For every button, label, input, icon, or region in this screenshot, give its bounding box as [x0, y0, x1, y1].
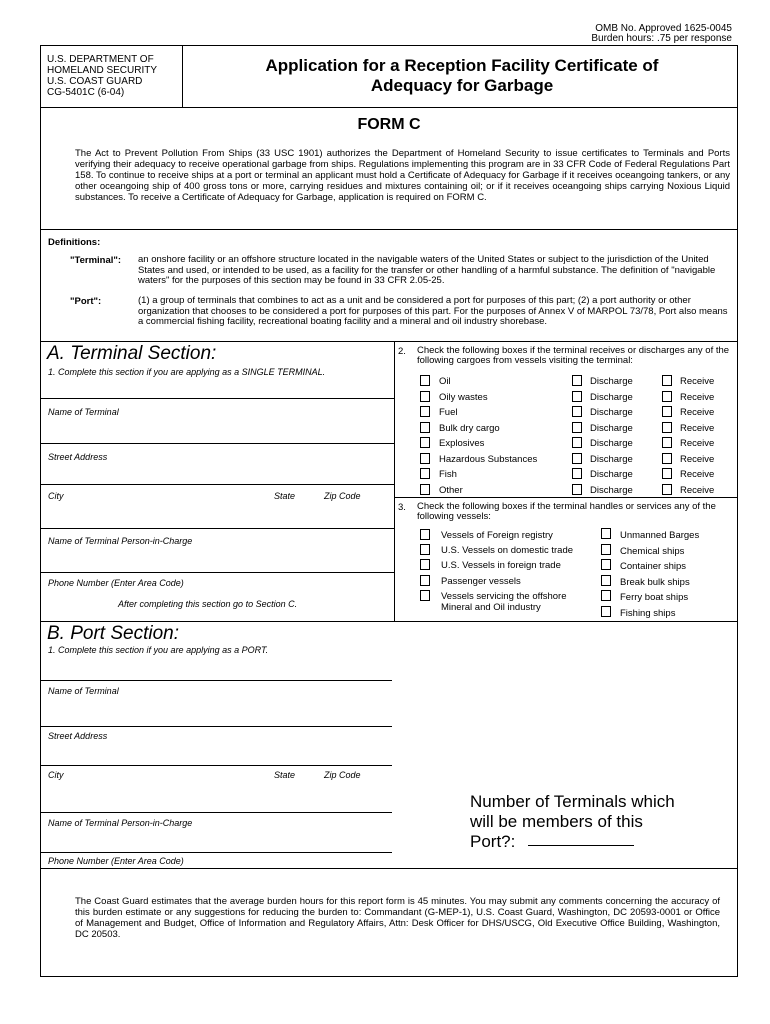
ship-type-label: Chemical ships [620, 546, 685, 557]
omb-number: OMB No. Approved 1625-0045 [595, 23, 732, 34]
discharge-label: Discharge [590, 469, 633, 480]
ship-type-checkbox[interactable] [601, 575, 611, 586]
cargo-checkbox[interactable] [420, 437, 430, 448]
state-field[interactable]: State [274, 491, 296, 501]
discharge-label: Discharge [590, 485, 633, 496]
receive-checkbox[interactable] [662, 453, 672, 464]
title-line: Application for a Reception Facility Certificate of [265, 56, 659, 75]
field-rule [40, 812, 392, 813]
department-block [47, 54, 157, 98]
cargo-label: Fish [439, 469, 457, 480]
cargo-label: Hazardous Substances [439, 454, 538, 465]
burden-hours: Burden hours: .75 per response [591, 33, 732, 44]
ship-type-label: Unmanned Barges [620, 530, 700, 541]
field-rule [40, 765, 392, 766]
q2-number: 2. [398, 346, 406, 357]
question-line: will be members of this [470, 812, 643, 831]
discharge-label: Discharge [590, 407, 633, 418]
question-line: Number of Terminals which [470, 792, 675, 811]
terminal-name-field[interactable]: Name of Terminal [48, 407, 119, 417]
field-rule [40, 680, 392, 681]
q3-number: 3. [398, 502, 406, 513]
port-definition: (1) a group of terminals that combines to act as a unit and be considered a port for purposes of this part; (2) a port authority or other organization that chooses to be considered a port for purposes of this part. For the purposes of Annex V of MARPOL 73/78, Port also means a commercial fishing facility, recreational boating facility and a mineral and oil industry shorebase. [138, 295, 728, 327]
vessel-checkbox[interactable] [420, 559, 430, 570]
cargo-checkbox[interactable] [420, 468, 430, 479]
vessel-checkbox[interactable] [420, 529, 430, 540]
discharge-label: Discharge [590, 454, 633, 465]
question-line [470, 832, 675, 852]
discharge-checkbox[interactable] [572, 468, 582, 479]
discharge-checkbox[interactable] [572, 375, 582, 386]
dept-line: U.S. DEPARTMENT OF [47, 54, 154, 65]
header-divider [182, 45, 183, 107]
terminal-definition: an onshore facility or an offshore structure located in the navigable waters of the United States or subject to the jurisdiction of the United States and used, or intended to be used, as a facility for the transfer or other handling of a harmful substance. The definition of "navigable waters" for the purposes of this section may be found in 33 CFR 2.05-25. [138, 254, 716, 286]
vessel-label: Passenger vessels [441, 576, 521, 587]
definitions-bottom-rule [40, 341, 738, 342]
section-a-bottom-rule [40, 621, 738, 622]
ship-type-checkbox[interactable] [601, 559, 611, 570]
receive-label: Receive [680, 469, 715, 480]
port-state-field[interactable]: State [274, 770, 296, 780]
cargo-label: Other [439, 485, 463, 496]
field-rule [40, 398, 394, 399]
number-of-terminals-question [470, 792, 675, 852]
dept-line: HOMELAND SECURITY [47, 65, 158, 76]
q2-q3-divider [394, 497, 738, 498]
ship-type-label: Fishing ships [620, 608, 676, 619]
zip-field[interactable]: Zip Code [324, 491, 361, 501]
vessel-label: U.S. Vessels on domestic trade [441, 545, 574, 556]
number-of-terminals-input[interactable] [528, 845, 634, 846]
intro-paragraph: The Act to Prevent Pollution From Ships (33 USC 1901) authorizes the Department of Homeland Security to issue certificates to Terminals and Ports verifying their adequacy to receive operational garbage from ships. Regulations implementing this program are in 33 CFR Code of Federal Regulations Part 158. To continue to receive ships at a port or terminal an applicant must hold a Certificate of Adequacy for Garbage if it receives oceangoing tankers, or any other oceangoing ship of 400 gross tons or more, carrying residues and mixtures containing oil; or if it receives oceangoing ships carrying Noxious Liquid substances. To receive a Certificate of Adequacy for Garbage, application is required on FORM C. [75, 148, 730, 203]
burden-statement: The Coast Guard estimates that the average burden hours for this report form is 45 minutes. You may submit any comments concerning the accuracy of this burden estimate or any suggestions for reducing the burden to: Commandant (G-MEP-1), U.S. Coast Guard, Washington, DC 20593-0001 or Office of Management and Budget, Office of Information and Regulatory Affairs, Attn: Desk Officer for DHS/USCG, Old Executive Office Building, Washington, DC 20503. [75, 896, 720, 940]
cargo-checkbox[interactable] [420, 453, 430, 464]
receive-label: Receive [680, 376, 715, 387]
cargo-checkbox[interactable] [420, 375, 430, 386]
section-divider [394, 341, 395, 621]
section-b-bottom-rule [40, 868, 738, 869]
ship-type-label: Ferry boat ships [620, 592, 689, 603]
port-terminal-name-field[interactable]: Name of Terminal [48, 686, 119, 696]
discharge-label: Discharge [590, 392, 633, 403]
receive-label: Receive [680, 423, 715, 434]
section-b-title: B. Port Section: [47, 623, 180, 644]
form-number: CG-5401C (6-04) [47, 87, 125, 98]
vessel-label: Vessels of Foreign registry [441, 530, 553, 541]
port-person-in-charge-field[interactable]: Name of Terminal Person-in-Charge [48, 818, 193, 828]
street-address-field[interactable]: Street Address [48, 452, 108, 462]
cargo-checkbox[interactable] [420, 406, 430, 417]
receive-checkbox[interactable] [662, 391, 672, 402]
field-rule [40, 484, 394, 485]
ship-type-checkbox[interactable] [601, 590, 611, 601]
section-b-instruction: 1. Complete this section if you are applying as a PORT. [48, 645, 269, 655]
receive-label: Receive [680, 392, 715, 403]
discharge-checkbox[interactable] [572, 391, 582, 402]
terminal-term: "Terminal": [70, 255, 122, 266]
intro-bottom-rule [40, 229, 738, 230]
dept-line: U.S. COAST GUARD [47, 76, 143, 87]
field-rule [40, 572, 394, 573]
receive-label: Receive [680, 407, 715, 418]
ship-type-label: Container ships [620, 561, 687, 572]
section-a-instruction: 1. Complete this section if you are applying as a SINGLE TERMINAL. [48, 367, 326, 377]
field-rule [40, 726, 392, 727]
q2-text: Check the following boxes if the terminal receives or discharges any of the following cargoes from vessels visiting the terminal: [417, 345, 730, 366]
discharge-checkbox[interactable] [572, 484, 582, 495]
receive-checkbox[interactable] [662, 484, 672, 495]
discharge-label: Discharge [590, 438, 633, 449]
discharge-label: Discharge [590, 376, 633, 387]
cargo-checkbox[interactable] [420, 391, 430, 402]
cargo-label: Oily wastes [439, 392, 488, 403]
port-phone-field[interactable]: Phone Number (Enter Area Code) [48, 856, 184, 866]
omb-info [560, 24, 732, 44]
city-field[interactable]: City [48, 491, 64, 501]
port-street-address-field[interactable]: Street Address [48, 731, 108, 741]
field-rule [40, 443, 394, 444]
form-title [186, 56, 738, 96]
vessel-label: Vessels servicing the offshore Mineral and Oil industry [441, 591, 567, 613]
header-bottom-rule [40, 107, 738, 108]
vessel-label: U.S. Vessels in foreign trade [441, 560, 561, 571]
receive-checkbox[interactable] [662, 422, 672, 433]
section-a-title: A. Terminal Section: [47, 343, 217, 364]
discharge-checkbox[interactable] [572, 453, 582, 464]
phone-field[interactable]: Phone Number (Enter Area Code) [48, 578, 184, 588]
receive-checkbox[interactable] [662, 468, 672, 479]
cargo-checkbox[interactable] [420, 422, 430, 433]
discharge-label: Discharge [590, 423, 633, 434]
receive-checkbox[interactable] [662, 375, 672, 386]
receive-checkbox[interactable] [662, 406, 672, 417]
receive-checkbox[interactable] [662, 437, 672, 448]
receive-label: Receive [680, 485, 715, 496]
discharge-checkbox[interactable] [572, 406, 582, 417]
goto-section-c: After completing this section go to Section C. [118, 599, 298, 609]
port-zip-field[interactable]: Zip Code [324, 770, 361, 780]
cargo-checkbox[interactable] [420, 484, 430, 495]
title-line: Adequacy for Garbage [370, 76, 554, 95]
cargo-label: Explosives [439, 438, 485, 449]
ship-type-checkbox[interactable] [601, 528, 611, 539]
field-rule [40, 528, 394, 529]
ship-type-checkbox[interactable] [601, 606, 611, 617]
receive-label: Receive [680, 454, 715, 465]
cargo-label: Bulk dry cargo [439, 423, 500, 434]
vessel-checkbox[interactable] [420, 575, 430, 586]
form-label: FORM C [357, 116, 421, 133]
vessel-checkbox[interactable] [420, 544, 430, 555]
person-in-charge-field[interactable]: Name of Terminal Person-in-Charge [48, 536, 193, 546]
cargo-label: Oil [439, 376, 451, 387]
port-city-field[interactable]: City [48, 770, 64, 780]
ship-type-label: Break bulk ships [620, 577, 690, 588]
receive-label: Receive [680, 438, 715, 449]
port-term: "Port": [70, 296, 102, 307]
discharge-checkbox[interactable] [572, 422, 582, 433]
definitions-label: Definitions: [48, 237, 101, 248]
question-text: Port?: [470, 832, 516, 851]
cargo-label: Fuel [439, 407, 458, 418]
discharge-checkbox[interactable] [572, 437, 582, 448]
vessel-checkbox[interactable] [420, 590, 430, 601]
ship-type-checkbox[interactable] [601, 544, 611, 555]
q3-text: Check the following boxes if the terminal handles or services any of the following vessels: [417, 501, 716, 522]
field-rule [40, 852, 392, 853]
